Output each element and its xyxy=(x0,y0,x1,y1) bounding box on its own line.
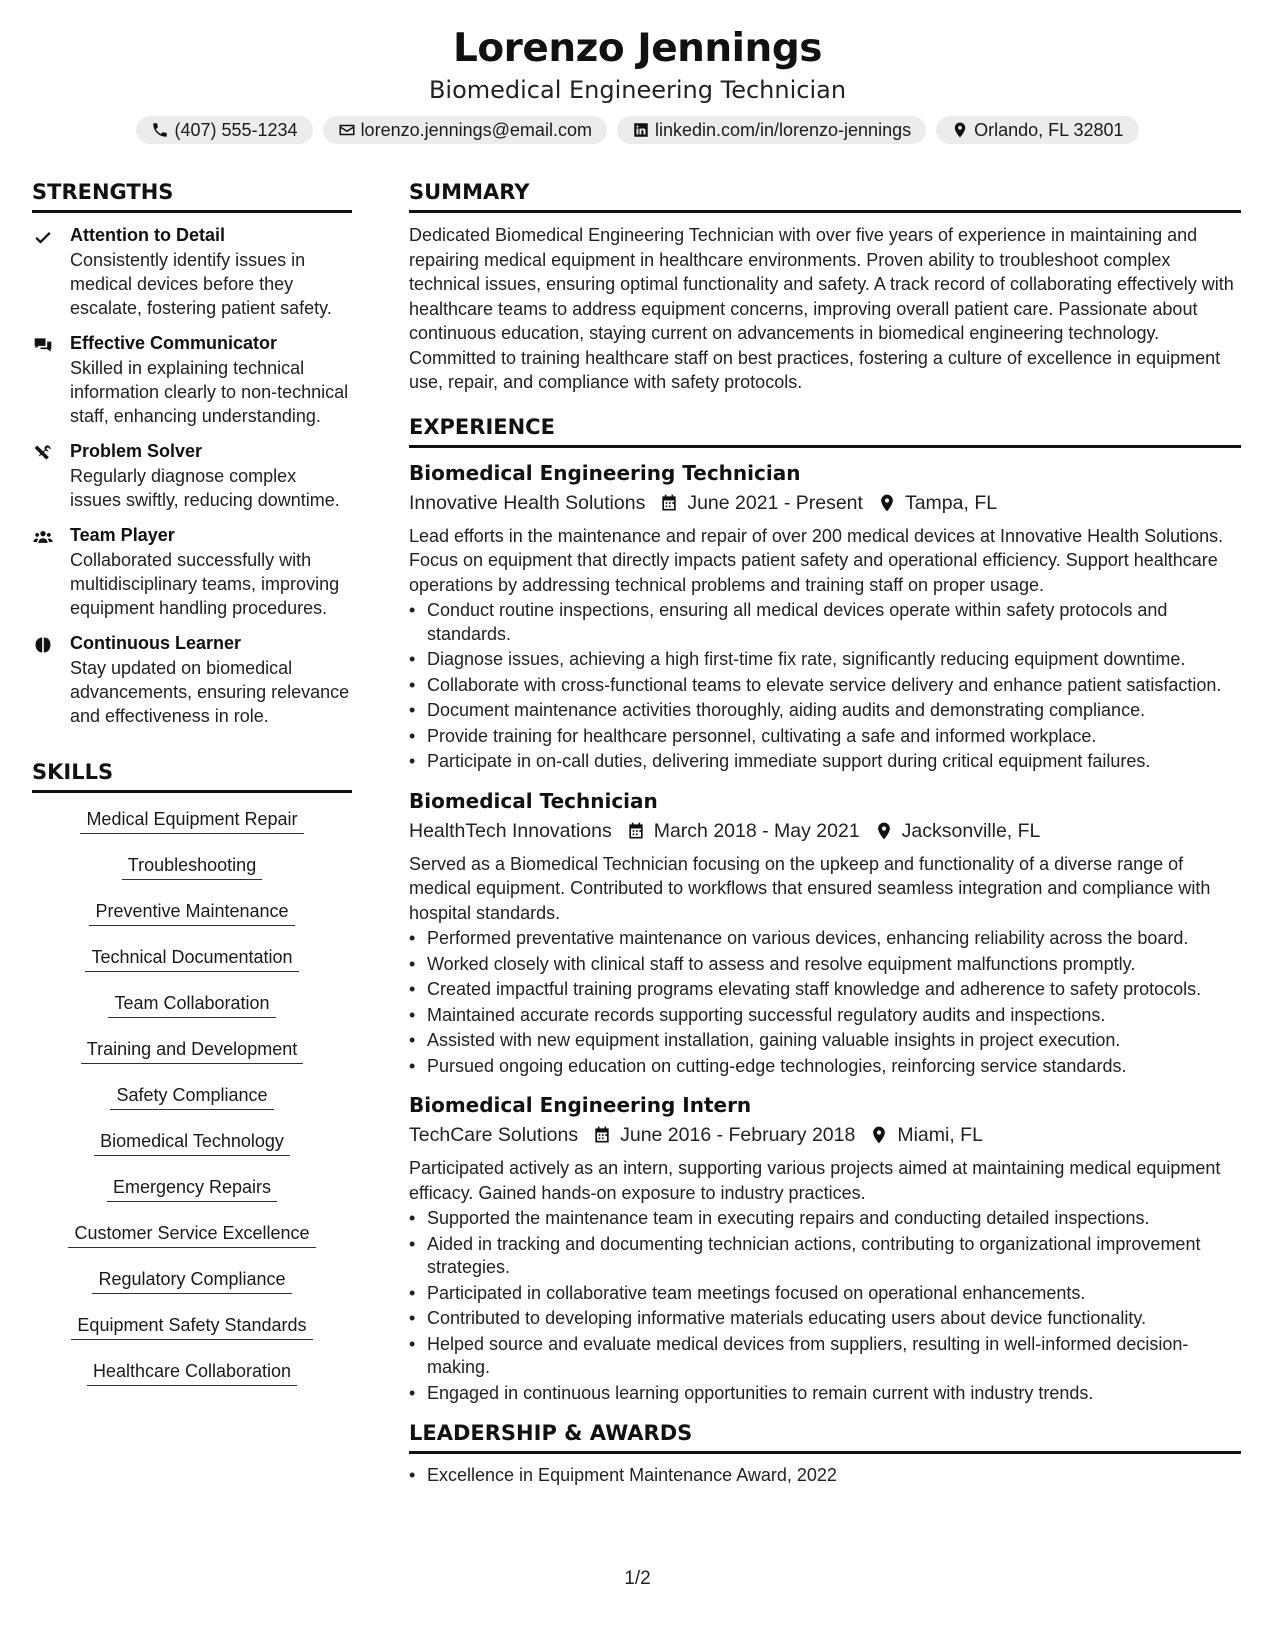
job-bullets xyxy=(409,927,1241,1078)
candidate-title: Biomedical Engineering Technician xyxy=(428,76,847,104)
strength-item xyxy=(32,439,352,512)
contact-location-text: Orlando, FL 32801 xyxy=(974,119,1124,140)
job-dates: June 2016 - February 2018 xyxy=(620,1124,856,1146)
strength-title: Continuous Learner xyxy=(70,633,242,653)
job-bullet: • Document maintenance activities thoroughly, aiding audits and demonstrating compliance. xyxy=(409,699,1241,723)
job-dates: March 2018 - May 2021 xyxy=(653,819,860,842)
skill-tag: Training and Development xyxy=(81,1037,303,1064)
job-meta xyxy=(409,488,1241,518)
leadership-heading: LEADERSHIP & AWARDS xyxy=(409,1417,1241,1454)
job-bullet: • Pursued ongoing education on cutting-edge technologies, reinforcing service standards. xyxy=(409,1055,1241,1079)
contact-phone[interactable] xyxy=(136,116,312,144)
job-location: Miami, FL xyxy=(897,1124,983,1146)
map-pin-icon xyxy=(869,1125,889,1145)
skill-tag: Emergency Repairs xyxy=(107,1175,277,1202)
job-company: Innovative Health Solutions xyxy=(409,491,646,514)
skill-tag: Equipment Safety Standards xyxy=(71,1313,312,1340)
summary-heading: SUMMARY xyxy=(409,176,1241,213)
job-bullet: • Conduct routine inspections, ensuring all medical devices operate within safety protocols and standards. xyxy=(409,599,1241,646)
job-bullet: • Participate in on-call duties, delivering immediate support during critical equipment failures. xyxy=(409,750,1241,774)
job-bullet: • Maintained accurate records supporting successful regulatory audits and inspections. xyxy=(409,1004,1241,1028)
skill-tag: Troubleshooting xyxy=(122,853,262,880)
contact-linkedin[interactable] xyxy=(617,116,926,144)
job-bullets xyxy=(409,599,1241,774)
strength-desc: Consistently identify issues in medical devices before they escalate, fostering patient safety. xyxy=(70,250,332,318)
contact-phone-text: (407) 555-1234 xyxy=(174,119,298,140)
strength-desc: Skilled in explaining technical information clearly to non-technical staff, enhancing understanding. xyxy=(70,358,349,426)
strength-title: Problem Solver xyxy=(70,441,203,461)
right-column xyxy=(409,176,1241,1488)
job-title: Biomedical Engineering Technician xyxy=(409,460,801,485)
job-entry xyxy=(409,458,1241,774)
candidate-name: Lorenzo Jennings xyxy=(453,26,822,71)
strength-desc: Collaborated successfully with multidisciplinary teams, improving equipment handling procedures. xyxy=(70,550,340,618)
skill-tag: Healthcare Collaboration xyxy=(87,1359,297,1386)
job-bullet: • Aided in tracking and documenting technician actions, contributing to organizational improvement strategies. xyxy=(409,1233,1241,1280)
contact-location xyxy=(936,116,1138,144)
contact-linkedin-text: linkedin.com/in/lorenzo-jennings xyxy=(654,119,912,140)
team-icon xyxy=(32,527,54,547)
contact-bar xyxy=(0,116,1275,144)
page-number: 1/2 xyxy=(624,1568,651,1589)
job-description: Served as a Biomedical Technician focusing on the upkeep and functionality of a diverse range of medical equipment. Contributed to workflows that ensured seamless integration and compliance with hospital standards. xyxy=(409,853,1211,923)
job-meta xyxy=(409,1120,1241,1150)
skill-tag: Technical Documentation xyxy=(85,945,298,972)
skill-tag: Regulatory Compliance xyxy=(92,1267,291,1294)
skills-section xyxy=(32,756,352,1405)
job-bullet: • Supported the maintenance team in executing repairs and conducting detailed inspections. xyxy=(409,1207,1241,1231)
map-pin-icon xyxy=(877,493,897,513)
skills-heading: SKILLS xyxy=(32,756,352,793)
experience-heading: EXPERIENCE xyxy=(409,411,1241,448)
strengths-heading: STRENGTHS xyxy=(32,176,352,213)
skill-tag: Team Collaboration xyxy=(108,991,275,1018)
left-column xyxy=(32,176,352,1405)
job-bullet: • Participated in collaborative team meetings focused on operational enhancements. xyxy=(409,1282,1241,1306)
strength-title: Attention to Detail xyxy=(70,225,225,245)
job-title: Biomedical Technician xyxy=(409,788,658,813)
calendar-icon xyxy=(592,1125,612,1145)
job-entry xyxy=(409,786,1241,1079)
phone-icon xyxy=(151,121,169,139)
skill-tag: Safety Compliance xyxy=(110,1083,273,1110)
job-bullet: • Collaborate with cross-functional teams to elevate service delivery and enhance patient satisfaction. xyxy=(409,674,1241,698)
envelope-icon xyxy=(338,121,356,139)
job-bullet: • Engaged in continuous learning opportunities to remain current with industry trends. xyxy=(409,1382,1241,1406)
job-bullet: • Helped source and evaluate medical devices from suppliers, resulting in well-informed decision-making. xyxy=(409,1333,1241,1380)
job-bullet: • Diagnose issues, achieving a high first-time fix rate, significantly reducing equipment downtime. xyxy=(409,648,1241,672)
job-bullet: • Created impactful training programs elevating staff knowledge and adherence to safety protocols. xyxy=(409,978,1241,1002)
job-bullet: • Assisted with new equipment installation, gaining valuable insights in project execution. xyxy=(409,1029,1241,1053)
job-title: Biomedical Engineering Intern xyxy=(409,1093,752,1117)
contact-email[interactable] xyxy=(323,116,607,144)
job-dates: June 2021 - Present xyxy=(687,491,863,514)
contact-email-text: lorenzo.jennings@email.com xyxy=(360,119,592,140)
job-company: TechCare Solutions xyxy=(409,1124,579,1146)
job-location: Jacksonville, FL xyxy=(901,819,1041,842)
job-bullet: • Provide training for healthcare personnel, cultivating a safe and informed workplace. xyxy=(409,725,1241,749)
strength-title: Effective Communicator xyxy=(70,333,278,353)
strength-item xyxy=(32,631,352,728)
skill-tag: Preventive Maintenance xyxy=(89,899,294,926)
job-meta xyxy=(409,816,1241,846)
checkmark-icon xyxy=(32,227,54,247)
calendar-icon xyxy=(626,821,646,841)
skill-tag: Biomedical Technology xyxy=(94,1129,290,1156)
job-bullet: • Worked closely with clinical staff to assess and resolve equipment malfunctions promptly. xyxy=(409,953,1241,977)
leadership-list xyxy=(409,1464,1241,1488)
map-pin-icon xyxy=(951,121,969,139)
job-company: HealthTech Innovations xyxy=(409,819,612,842)
strength-desc: Stay updated on biomedical advancements, ensuring relevance and effectiveness in role. xyxy=(70,658,350,726)
job-entry xyxy=(409,1090,1241,1405)
strength-item xyxy=(32,523,352,620)
job-bullet: • Contributed to developing informative materials educating users about device functionality. xyxy=(409,1307,1241,1331)
job-bullets xyxy=(409,1207,1241,1405)
brain-icon xyxy=(32,635,54,655)
strength-desc: Regularly diagnose complex issues swiftly, reducing downtime. xyxy=(70,466,340,510)
job-bullet: • Performed preventative maintenance on various devices, enhancing reliability across the board. xyxy=(409,927,1241,951)
job-location: Tampa, FL xyxy=(904,491,998,514)
summary-text: Dedicated Biomedical Engineering Technician with over five years of experience in maintaining and repairing medical equipment in healthcare environments. Proven ability to troubleshoot complex technical issues, ensuring optimal functionality and safety. A track record of collaborating effectively with healthcare teams to address equipment concerns, improving overall patient care. Passionate about continuous education, staying current on advancements in biomedical engineering technology. Committed to training healthcare staff on best practices, fostering a culture of excellence in equipment use, repair, and compliance with safety protocols. xyxy=(409,225,1234,392)
skill-tag: Medical Equipment Repair xyxy=(80,807,303,834)
skills-list xyxy=(32,803,352,1405)
calendar-icon xyxy=(659,493,679,513)
skill-tag: Customer Service Excellence xyxy=(68,1221,315,1248)
strength-title: Team Player xyxy=(70,525,175,545)
tools-icon xyxy=(32,443,54,463)
resume-header xyxy=(0,22,1275,144)
award-item: • Excellence in Equipment Maintenance Award, 2022 xyxy=(409,1464,1241,1488)
strength-item xyxy=(32,331,352,428)
map-pin-icon xyxy=(874,821,894,841)
linkedin-icon xyxy=(632,121,650,139)
job-description: Lead efforts in the maintenance and repair of over 200 medical devices at Innovative Health Solutions. Focus on equipment that directly impacts patient safety and operational efficiency. Support healthcare operations by addressing technical problems and training staff on proper usage. xyxy=(409,525,1224,595)
job-description: Participated actively as an intern, supporting various projects aimed at maintaining medical equipment efficacy. Gained hands-on exposure to industry practices. xyxy=(409,1158,1221,1203)
strength-item xyxy=(32,223,352,320)
chat-bubbles-icon xyxy=(32,335,54,355)
